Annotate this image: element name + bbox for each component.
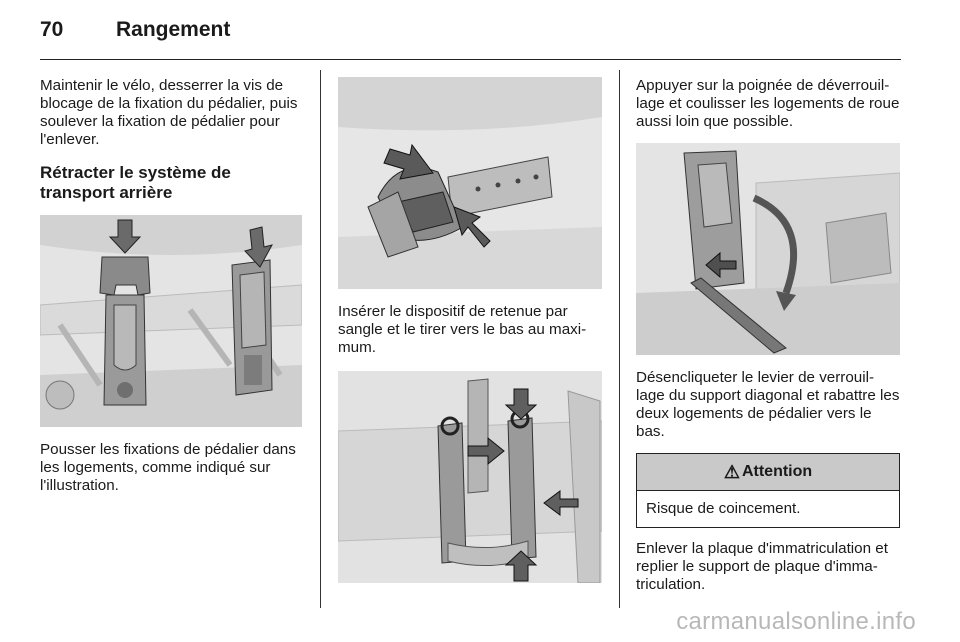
column-right (636, 77, 902, 594)
page-number: 70 (40, 18, 64, 41)
paragraph-remove-pedal-mount: Maintenir le vélo, desserrer la vis de blocage de la fixation du pédalier, puis soulever la fixation de pédalier pour l'enlever. (40, 77, 298, 148)
chapter-title: Rangement (116, 18, 231, 41)
warning-text: Risque de coincement. (646, 500, 801, 517)
column-divider (320, 70, 321, 608)
section-heading: Rétracter le système de transport arrière (40, 163, 231, 202)
illustration-wheel-holders (338, 371, 602, 583)
header-rule (40, 59, 901, 60)
warning-header (637, 454, 899, 491)
paragraph-release-handle: Appuyer sur la poignée de déverrouil-lage et coulisser les logements de roue aussi loin que possible. (636, 77, 900, 130)
paragraph-unlatch-lever: Désencliqueter le levier de verrouil-lage du support diagonal et rabattre les deux logements de pédalier vers le bas. (636, 369, 900, 440)
warning-title: Attention (741, 463, 813, 480)
column-middle (338, 77, 602, 583)
column-left (40, 77, 302, 495)
illustration-release-lever (636, 143, 900, 355)
illustration-pedal-mounts (40, 215, 302, 427)
watermark: carmanualsonline.info (676, 608, 916, 635)
warning-triangle-icon: ⚠ (723, 461, 740, 482)
paragraph-license-plate: Enlever la plaque d'immatriculation et replier le support de plaque d'imma-triculation. (636, 540, 888, 593)
paragraph-insert-strap: Insérer le dispositif de retenue par sangle et le tirer vers le bas au maxi-mum. (338, 303, 587, 356)
illustration-strap-retainer (338, 77, 602, 289)
warning-box (636, 453, 900, 528)
column-divider (619, 70, 620, 608)
paragraph-push-mounts: Pousser les fixations de pédalier dans les logements, comme indiqué sur l'illustration. (40, 441, 296, 494)
